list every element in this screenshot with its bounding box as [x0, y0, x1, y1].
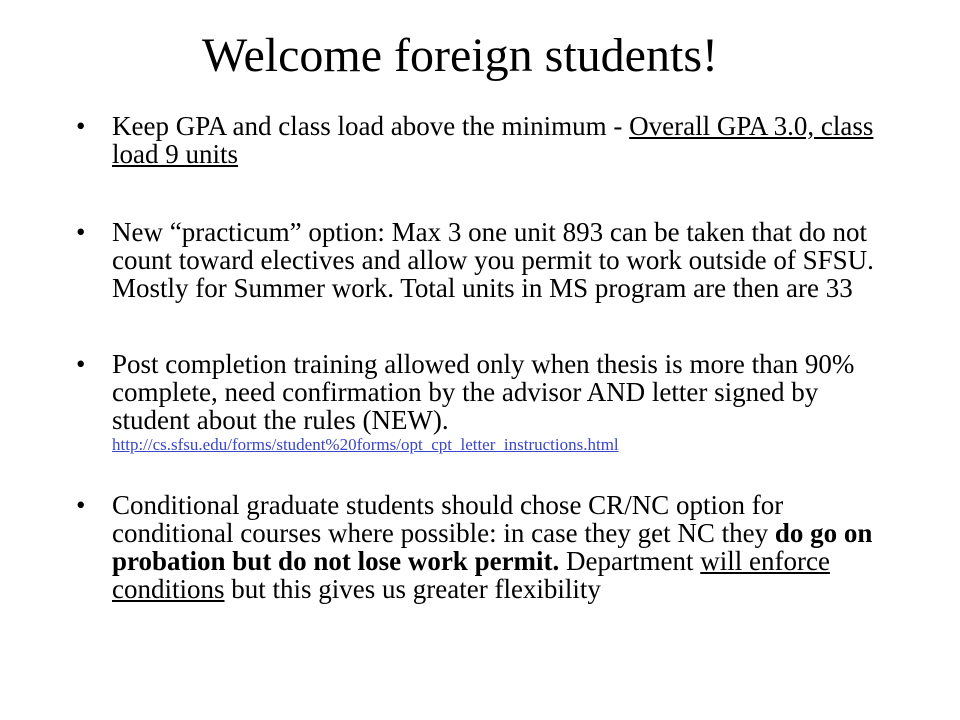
bullet-text: New “practicum” option: Max 3 one unit 893 can be taken that do not count toward electives and allow you permit to work outside of SFSU. Mostly for Summer work. Total units in MS program are then are 33: [112, 217, 874, 303]
bullet-gpa-requirements: [72, 112, 892, 168]
bullet-dot-icon: •: [76, 111, 86, 141]
bullet-dot-icon: •: [76, 349, 86, 379]
bullet-text: Conditional graduate students should chose CR/NC option for conditional courses where possible: in case they get NC they: [112, 490, 784, 548]
bullet-practicum-option: [72, 218, 892, 302]
bullet-conditional-students: [72, 491, 892, 603]
bullet-text: Post completion training allowed only when thesis is more than 90% complete, need confirmation by the advisor AND letter signed by student about the rules (NEW).: [112, 349, 855, 435]
bullet-bold-text: do go on probation but do not lose work permit.: [112, 518, 873, 576]
opt-cpt-instructions-link[interactable]: http://cs.sfsu.edu/forms/student%20forms/opt_cpt_letter_instructions.html: [112, 435, 619, 454]
slide-title: Welcome foreign students!: [202, 29, 718, 82]
bullet-dot-icon: •: [76, 490, 86, 520]
bullet-text: Department: [559, 546, 701, 576]
bullet-underlined-text: will enforce conditions: [112, 546, 830, 604]
bullet-text: but this gives us greater flexibility: [224, 574, 601, 604]
bullet-list: [72, 112, 892, 603]
bullet-dot-icon: •: [76, 217, 86, 247]
bullet-text: Keep GPA and class load above the minimum -: [112, 111, 630, 141]
bullet-post-completion-training: [72, 350, 892, 456]
bullet-underlined-text: Overall GPA 3.0, class load 9 units: [112, 111, 874, 169]
